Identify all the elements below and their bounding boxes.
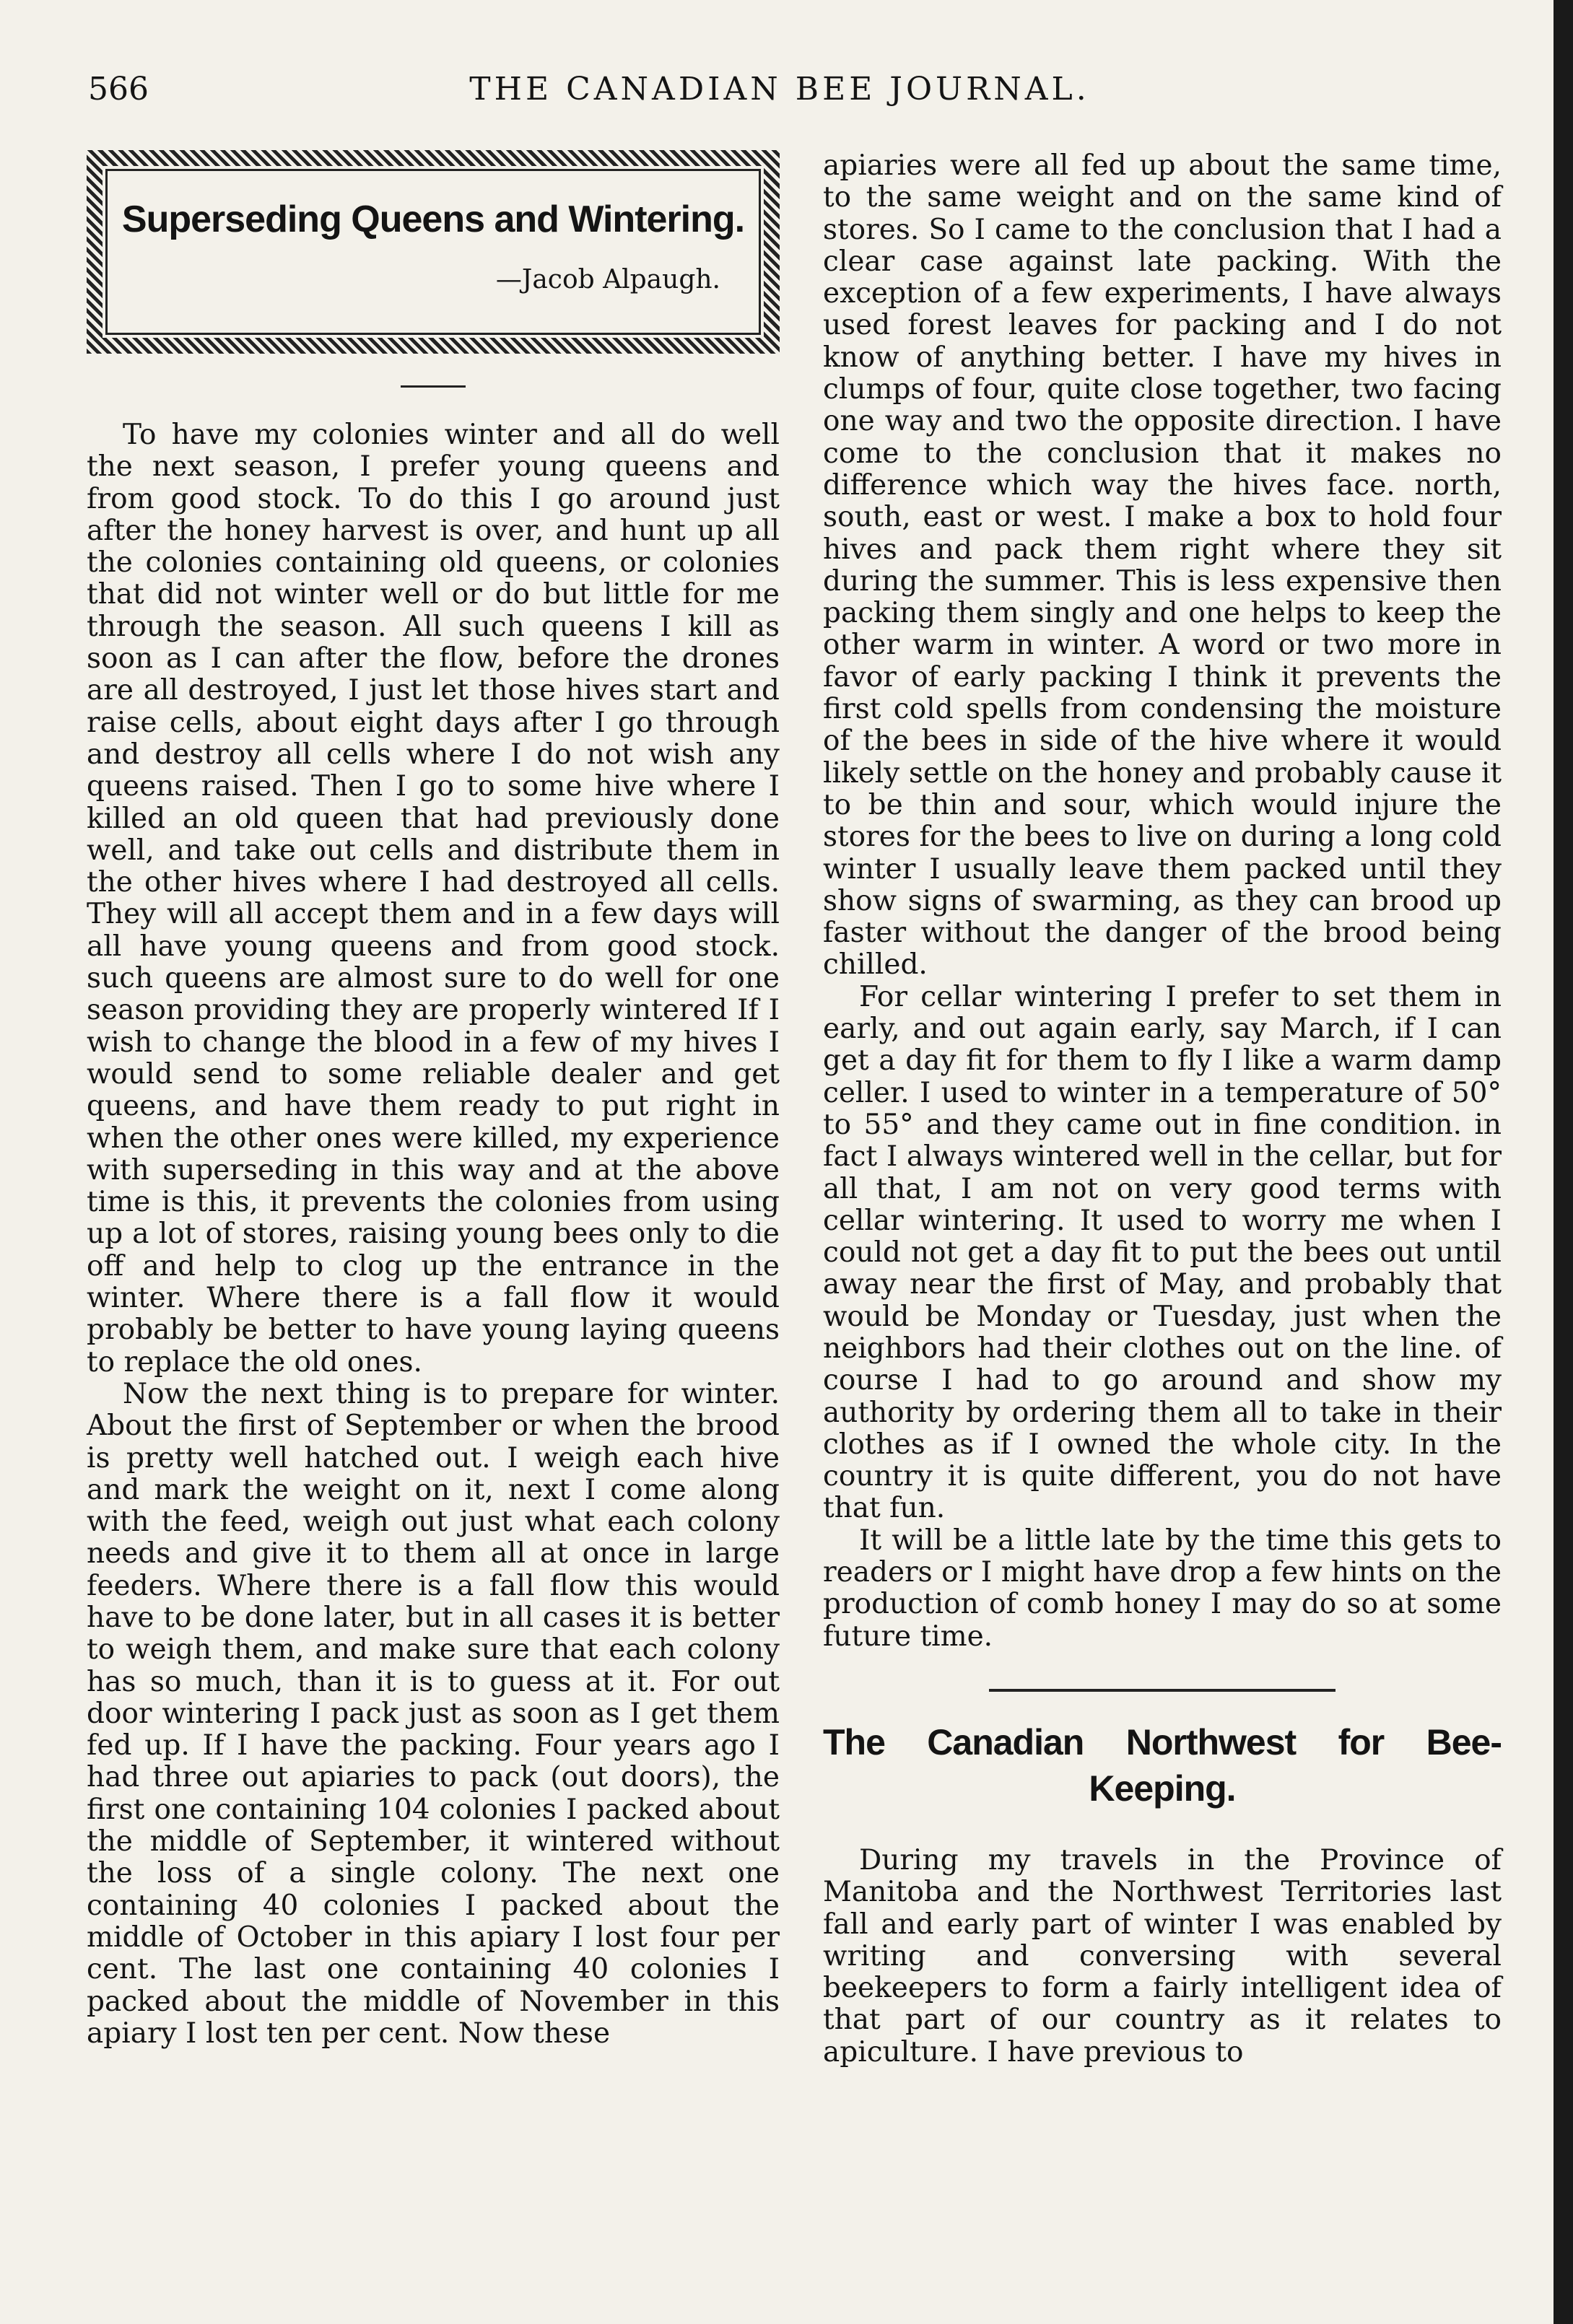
article-title-box	[87, 150, 780, 354]
page-number: 566	[88, 71, 149, 108]
left-column	[87, 150, 780, 2050]
article-title	[823, 1719, 1502, 1812]
paragraph: apiaries were all fed up about the same time, to the same weight and on the same kind of stores. So I came to the conclusion that I had a clear case against late packing. With the exception of a few experiments, I have always used forest leaves for packing and I do not know of anything better. I have my hives in clumps of four, quite close together, two facing one way and two the opposite direction. I have come to the conclusion that it makes no difference which way the hives face. north, south, east or west. I make a box to hold four hives and pack them right where they sit during the summer. This is less expensive then packing them singly and one helps to keep the other warm in winter. A word or two more in favor of early packing I think it prevents the first cold spells from condensing the moisture of the bees in side of the hive where it would likely settle on the honey and probably cause it to be thin and sour, which would injure the stores for the bees to live on during a long cold winter I usually leave them packed until they show signs of swarming, as they can brood up faster without the danger of the brood being chilled.	[823, 149, 1502, 982]
article-title-line: Keeping.	[1089, 1768, 1236, 1809]
article-author: —Jacob Alpaugh.	[495, 265, 720, 294]
paragraph: It will be a little late by the time this gets to readers or I might have drop a few hints on the production of comb honey I may do so at some future time.	[823, 1524, 1502, 1653]
right-column	[823, 150, 1502, 2069]
article-title: Superseding Queens and Wintering.	[121, 198, 745, 240]
ornamental-border	[105, 169, 761, 335]
paragraph: To have my colonies winter and all do well the next season, I prefer young queens and from good stock. To do this I go around just after the honey harvest is over, and hunt up all the colonies containing old queens, or colonies that did not winter well or do but little for me through the season. All such queens I kill as soon as I can after the flow, before the drones are all destroyed, I just let those hives start and raise cells, about eight days after I go through and destroy all cells where I do not wish any queens raised. Then I go to some hive where I killed an old queen that had previously done well, and take out cells and distribute them in the other hives where I had destroyed all cells. They will all accept them and in a few days will all have young queens and from good stock. such queens are almost sure to do well for one season providing they are properly wintered If I wish to change the blood in a few of my hives I would send to some reliable dealer and get queens, and have them ready to put right in when the other ones were killed, my experience with superseding in this way and at the above time is this, it prevents the colonies from using up a lot of stores, raising young bees only to die off and help to clog up the entrance in the winter. Where there is a fall flow it would probably be better to have young laying queens to replace the old ones.	[87, 419, 780, 1379]
divider-rule	[401, 385, 466, 388]
page-header	[72, 68, 1487, 111]
paragraph: Now the next thing is to prepare for winter. About the first of September or when the brood is pretty well hatched out. I weigh each hive and mark the weight on it, next I come along with the feed, weigh out just what each colony needs and give it to them all at once in large feeders. Where there is a fall flow this would have to be done later, but in all cases it is better to weigh them, and make sure that each colony has so much, than it is to guess at it. For out door wintering I pack just as soon as I get them fed up. If I have the packing. Four years ago I had three out apiaries to pack (out doors), the first one containing 104 colonies I packed about the middle of September, it wintered without the loss of a single colony. The next one containing 40 colonies I packed about the middle of October in this apiary I lost four per cent. The last one containing 40 colonies I packed about the middle of November in this apiary I lost ten per cent. Now these	[87, 1377, 780, 2050]
paragraph: During my travels in the Province of Manitoba and the Northwest Territories last fall and early part of winter I was enabled by writing and conversing with several beekeepers to form a fairly intelligent idea of that part of our country as it relates to apiculture. I have previous to	[823, 1843, 1502, 2069]
section-divider	[989, 1689, 1335, 1692]
paragraph: For cellar wintering I prefer to set them in early, and out again early, say March, if I can get a day fit for them to fly I like a warm damp celler. I used to winter in a temperature of 50° to 55° and they came out in fine condition. in fact I always wintered well in the cellar, but for all that, I am not on very good terms with cellar wintering. It used to worry me when I could not get a day fit to put the bees out until away near the first of May, and probably that would be Monday or Tuesday, just when the neighbors had their clothes out on the line. of course I had to go around and show my authority by ordering them all to take in their clothes as if I owned the whole city. In the country it is quite different, you do not have that fun.	[823, 980, 1502, 1525]
article-title-line: The Canadian Northwest for Bee-	[823, 1721, 1502, 1762]
running-title: THE CANADIAN BEE JOURNAL.	[469, 71, 1090, 108]
binding-edge	[1554, 0, 1573, 2324]
